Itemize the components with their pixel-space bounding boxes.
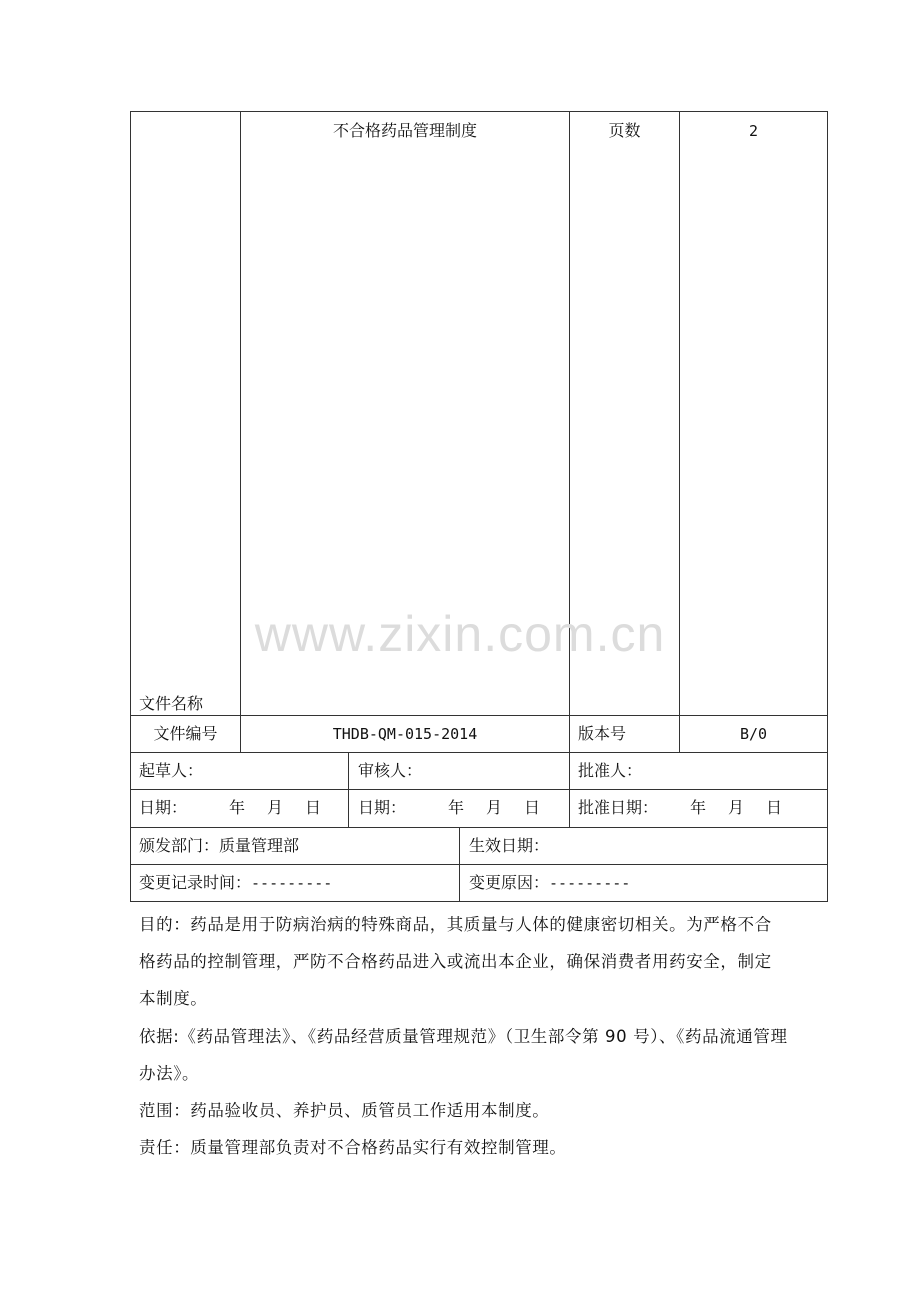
file-number-label: 文件编号 <box>153 724 218 743</box>
table-rule <box>130 827 828 828</box>
effective-date-label: 生效日期： <box>469 836 550 855</box>
version-value: B/0 <box>739 725 768 743</box>
table-rule <box>459 827 460 902</box>
table-border-top <box>130 111 828 112</box>
change-reason-value: --------- <box>549 874 631 892</box>
purpose-line: 目的：药品是用于防病治病的特殊商品，其质量与人体的健康密切相关。为严格不合 <box>139 915 772 934</box>
day-label: 日 <box>766 798 783 817</box>
year-label: 年 <box>229 798 246 817</box>
change-time-label: 变更记录时间： <box>139 873 252 892</box>
table-rule <box>130 864 828 865</box>
month-label: 月 <box>728 798 745 817</box>
month-label: 月 <box>267 798 284 817</box>
table-rule <box>130 789 828 790</box>
watermark: www.zixin.com.cn <box>254 606 666 662</box>
document-title: 不合格药品管理制度 <box>332 121 477 140</box>
date-label: 日期： <box>358 798 407 817</box>
date-label: 日期： <box>139 798 188 817</box>
reviewer-date <box>358 798 540 818</box>
drafter-label: 起草人： <box>139 761 204 780</box>
approve-date <box>578 798 782 818</box>
basis-line: 办法》。 <box>139 1064 200 1083</box>
file-number: THDB-QM-015-2014 <box>332 725 478 743</box>
pages-value: 2 <box>748 122 759 140</box>
scope-paragraph: 范围：药品验收员、养护员、质管员工作适用本制度。 <box>139 1101 550 1120</box>
table-border-right <box>827 111 828 902</box>
approve-date-label: 批准日期： <box>578 798 659 817</box>
month-label: 月 <box>486 798 503 817</box>
year-label: 年 <box>690 798 707 817</box>
day-label: 日 <box>524 798 541 817</box>
reviewer-label: 审核人： <box>358 761 423 780</box>
basis-line: 依据:《药品管理法》、《药品经营质量管理规范》（卫生部令第 90 号）、《药品流通管理 <box>139 1027 788 1046</box>
change-time <box>139 873 332 893</box>
change-time-value: --------- <box>251 874 333 892</box>
day-label: 日 <box>305 798 322 817</box>
file-name-label: 文件名称 <box>139 694 204 713</box>
approver-label: 批准人： <box>578 761 643 780</box>
issuing-dept <box>139 836 299 856</box>
table-border-left <box>130 111 131 902</box>
purpose-line: 本制度。 <box>139 989 208 1008</box>
table-rule <box>348 752 349 827</box>
purpose-line: 格药品的控制管理，严防不合格药品进入或流出本企业，确保消费者用药安全，制定 <box>139 952 772 971</box>
year-label: 年 <box>448 798 465 817</box>
version-label: 版本号 <box>578 724 627 743</box>
table-border-bottom <box>130 901 828 902</box>
table-rule <box>569 111 570 827</box>
change-reason <box>469 873 630 893</box>
issuing-dept-value: 质量管理部 <box>219 836 300 855</box>
issuing-dept-label: 颁发部门： <box>139 836 220 855</box>
responsibility-paragraph: 责任：质量管理部负责对不合格药品实行有效控制管理。 <box>139 1138 567 1157</box>
table-rule <box>130 752 828 753</box>
table-rule <box>130 715 828 716</box>
drafter-date <box>139 798 321 818</box>
change-reason-label: 变更原因： <box>469 873 550 892</box>
pages-label: 页数 <box>608 121 641 140</box>
